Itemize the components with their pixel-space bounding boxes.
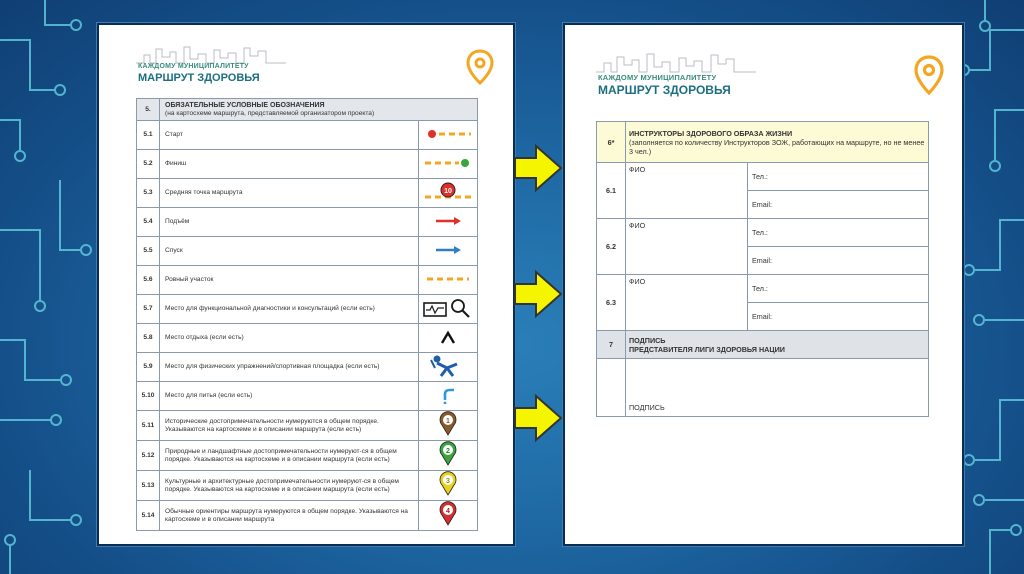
name-field[interactable]: ФИО: [626, 219, 748, 275]
legend-row: [137, 501, 478, 531]
location-pin-icon: [914, 55, 944, 95]
signature-num: 7: [597, 331, 626, 359]
legend-header-num: 5.: [137, 99, 160, 121]
row-num: 5.2: [137, 150, 160, 179]
logo-line2: МАРШРУТ ЗДОРОВЬЯ: [138, 72, 260, 84]
signature-field[interactable]: ПОДПИСЬ: [626, 359, 929, 417]
row-text: Место отдыха (если есть): [160, 324, 419, 353]
legend-row: [137, 324, 478, 353]
row-num: 5.14: [137, 501, 160, 531]
signature-header: [626, 331, 929, 359]
row-num: 5.6: [137, 266, 160, 295]
legend-row: [137, 382, 478, 411]
skyline-icon: [596, 50, 756, 74]
instructors-header-num: 6*: [597, 122, 626, 163]
phone-field[interactable]: Тел.:: [748, 163, 929, 191]
instructor-row: [597, 219, 929, 247]
instructor-row: [597, 275, 929, 303]
phone-field[interactable]: Тел.:: [748, 219, 929, 247]
legend-row: [137, 179, 478, 208]
midpoint-marker-icon: [423, 181, 473, 203]
brown-pin-icon: [423, 411, 473, 437]
logo-line1: КАЖДОМУ МУНИЦИПАЛИТЕТУ: [138, 63, 249, 70]
skyline-icon: [136, 43, 286, 65]
logo-line1: КАЖДОМУ МУНИЦИПАЛИТЕТУ: [598, 73, 717, 82]
row-text: Культурные и архитектурные достопримечательности нумеруют-ся в общем порядке. Указываются на картосхеме и в описании маршрута (если есть): [160, 471, 419, 501]
signature-header-row: [597, 331, 929, 359]
legend-header-row: [137, 99, 478, 121]
signature-title-1: ПОДПИСЬ: [629, 335, 666, 345]
instructors-page: [563, 23, 964, 546]
legend-table: [136, 98, 478, 531]
legend-row: [137, 237, 478, 266]
instructors-header-title: ИНСТРУКТОРЫ ЗДОРОВОГО ОБРАЗА ЖИЗНИ: [629, 128, 793, 138]
red-pin-icon: [423, 501, 473, 527]
legend-row: [137, 471, 478, 501]
rest-caret-icon: [423, 329, 473, 345]
row-num: 5.8: [137, 324, 160, 353]
legend-row: [137, 208, 478, 237]
row-num: 5.7: [137, 295, 160, 324]
instructor-num: 6.3: [597, 275, 626, 331]
legend-row: [137, 411, 478, 441]
instructor-row: [597, 163, 929, 191]
yellow-pin-icon: [423, 471, 473, 497]
red-arrow-icon: [423, 215, 473, 227]
legend-page: [97, 23, 515, 546]
row-num: 5.12: [137, 441, 160, 471]
signature-title-2: ПРЕДСТАВИТЕЛЯ ЛИГИ ЗДОРОВЬЯ НАЦИИ: [629, 344, 785, 354]
row-text: Исторические достопримечательности нумеруются в общем порядке. Указываются на картосхеме и в описании маршрута (если есть): [160, 411, 419, 441]
arrow-icon: [512, 392, 564, 444]
green-pin-icon: [423, 441, 473, 467]
logo: [596, 50, 756, 102]
midpoint-label: 10: [444, 187, 452, 195]
name-field[interactable]: ФИО: [626, 275, 748, 331]
email-field[interactable]: Email:: [748, 303, 929, 331]
row-text: Место для физических упражнений/спортивная площадка (если есть): [160, 353, 419, 382]
legend-row: [137, 441, 478, 471]
diagnostics-icon: [421, 297, 475, 319]
row-text: Старт: [160, 121, 419, 150]
legend-row: [137, 353, 478, 382]
row-text: Обычные ориентиры маршрута нумеруются в общем порядке. Указываются на картосхеме и в описании маршрута: [160, 501, 419, 531]
arrow-icon: [512, 142, 564, 194]
phone-field[interactable]: Тел.:: [748, 275, 929, 303]
logo: [136, 43, 286, 87]
legend-row: [137, 150, 478, 179]
water-tap-icon: [423, 386, 473, 404]
row-text: Подъём: [160, 208, 419, 237]
row-num: 5.1: [137, 121, 160, 150]
instructors-header-note: (заполняется по количеству Инструкторов ЗОЖ, работающих на маршруте, но не менее 3 чел.): [629, 137, 925, 156]
row-text: Финиш: [160, 150, 419, 179]
legend-row: [137, 295, 478, 324]
signature-blank-num: [597, 359, 626, 417]
arrow-icon: [512, 268, 564, 320]
row-text: Природные и ландшафтные достопримечательности нумеруют-ся в общем порядке. Указываются на картосхеме и в описании маршрута (если есть): [160, 441, 419, 471]
exercise-person-icon: [423, 354, 473, 378]
instructor-num: 6.1: [597, 163, 626, 219]
pin-label: 3: [446, 478, 450, 486]
row-num: 5.11: [137, 411, 160, 441]
instructors-header: [626, 122, 929, 163]
legend-header-note: (на картосхеме маршрута, представляемой организатором проекта): [165, 109, 375, 117]
name-field[interactable]: ФИО: [626, 163, 748, 219]
instructors-header-row: [597, 122, 929, 163]
row-num: 5.4: [137, 208, 160, 237]
blue-arrow-icon: [423, 244, 473, 256]
instructors-table: [596, 121, 929, 417]
row-text: Средняя точка маршрута: [160, 179, 419, 208]
email-field[interactable]: Email:: [748, 247, 929, 275]
dashed-line-icon: [423, 273, 473, 285]
email-field[interactable]: Email:: [748, 191, 929, 219]
row-text: Место для функциональной диагностики и консультаций (если есть): [160, 295, 419, 324]
row-text: Место для питья (если есть): [160, 382, 419, 411]
signature-row: [597, 359, 929, 417]
pin-label: 4: [446, 508, 450, 516]
row-text: Спуск: [160, 237, 419, 266]
instructor-num: 6.2: [597, 219, 626, 275]
row-num: 5.13: [137, 471, 160, 501]
row-num: 5.9: [137, 353, 160, 382]
start-line-icon: [423, 128, 473, 140]
row-num: 5.3: [137, 179, 160, 208]
row-num: 5.10: [137, 382, 160, 411]
logo-line2: МАРШРУТ ЗДОРОВЬЯ: [598, 83, 731, 97]
location-pin-icon: [466, 49, 494, 85]
pin-label: 1: [446, 418, 450, 426]
legend-row: [137, 266, 478, 295]
legend-header: [160, 99, 478, 121]
legend-row: [137, 121, 478, 150]
finish-line-icon: [423, 157, 473, 169]
row-text: Ровный участок: [160, 266, 419, 295]
row-num: 5.5: [137, 237, 160, 266]
legend-header-title: ОБЯЗАТЕЛЬНЫЕ УСЛОВНЫЕ ОБОЗНАЧЕНИЯ: [165, 101, 325, 109]
pin-label: 2: [446, 448, 450, 456]
